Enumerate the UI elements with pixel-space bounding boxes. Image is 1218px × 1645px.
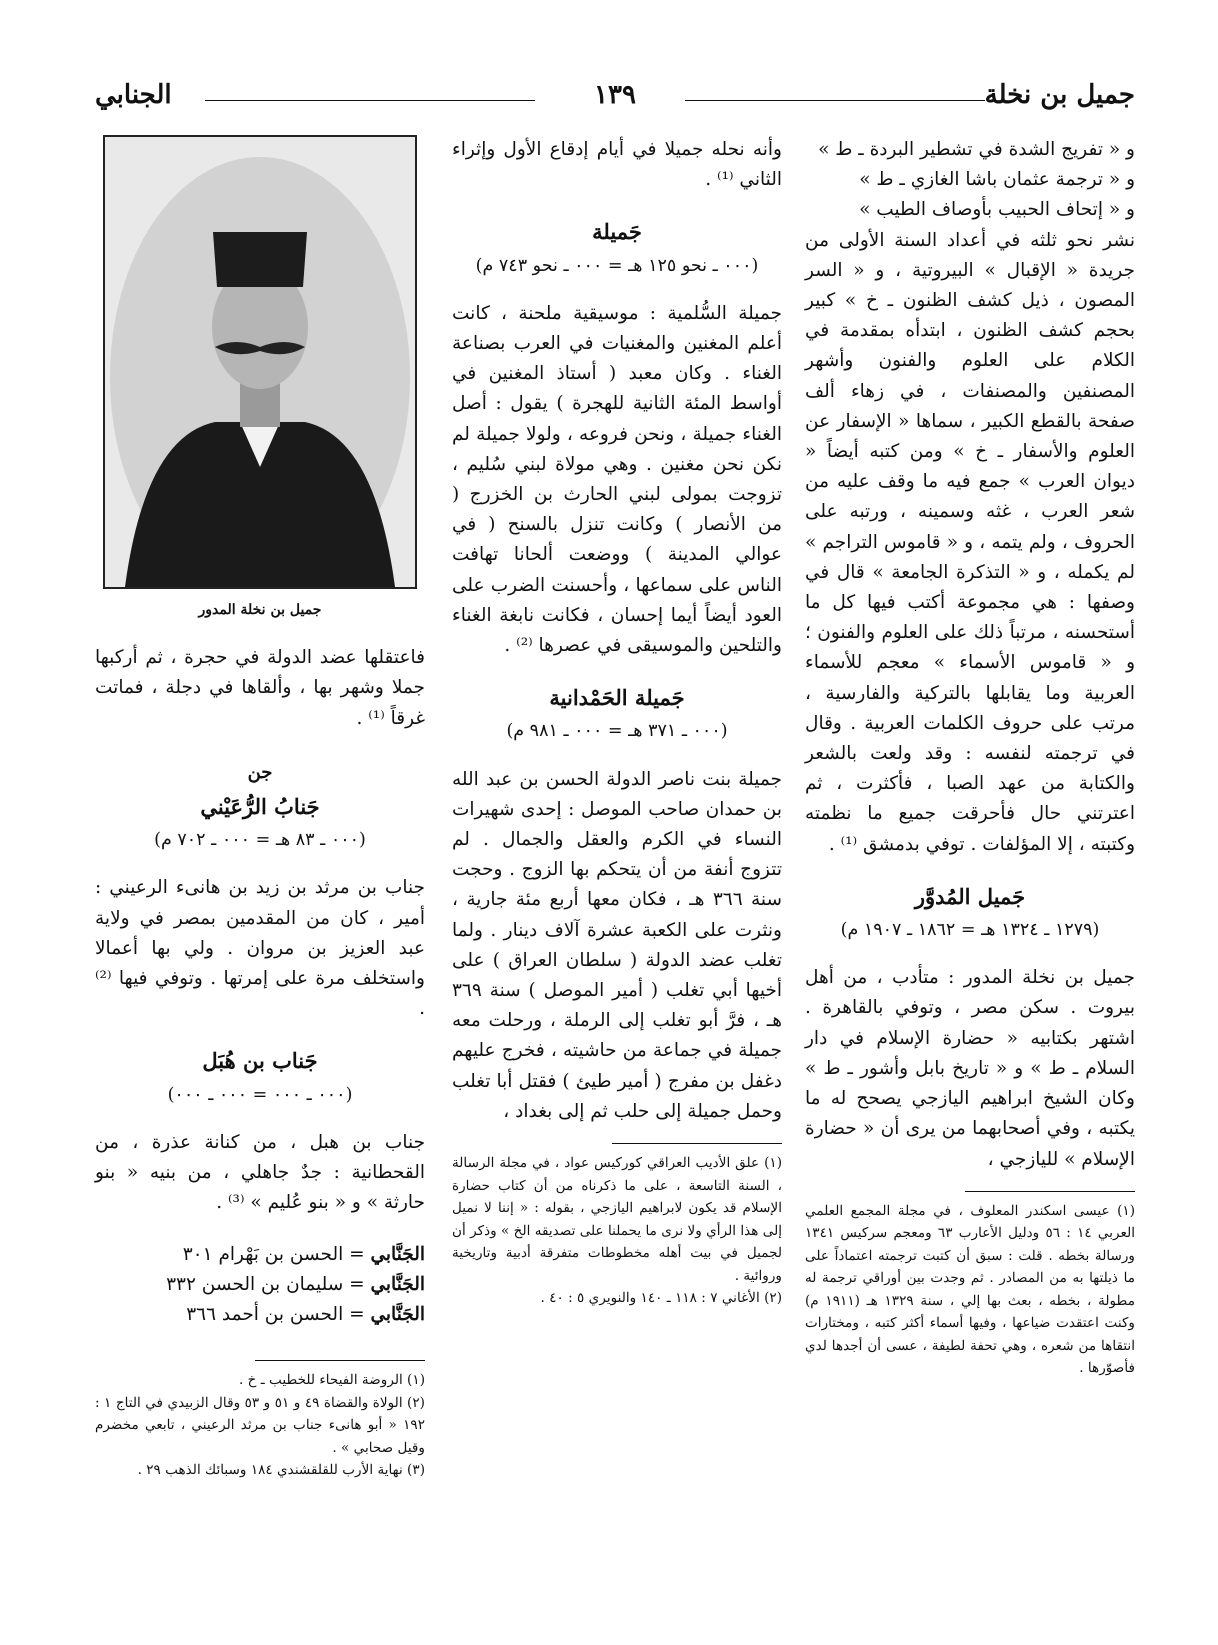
book-line: و « ترجمة عثمان باشا الغازي ـ ط » [859, 169, 1135, 191]
xref-head: الجَنَّابي [370, 1244, 425, 1266]
portrait-photo [103, 135, 417, 589]
footnote: (١) علق الأديب العراقي كوركيس عواد ، في مجلة الرسالة ، السنة التاسعة ، على ما ذكرناه من أن كتاب حضارة الإسلام قد يكون لابراهيم اليازجي ، بقوله : « إننا لا نميل إلى هذا الرأي ولا نرى ما يحملنا على تصديقه الخ » وذكر أن لجميل في بيت أهله مخطوطات متفرقة أدبية وتاريخية وروائية . [452, 1155, 782, 1284]
xref-head: الجَنَّابي [370, 1304, 425, 1326]
footnotes [805, 1200, 1135, 1380]
cross-references [95, 1240, 425, 1330]
entry-body: جناب بن مرثد بن زيد بن هانىء الرعيني : أمير ، كان من المقدمين بمصر في ولاية عبد العزيز بن مروان . ولي بها أعمالا واستخلف مرة على إمرتها . وتوفي فيها ⁽²⁾ . [95, 877, 425, 1020]
footnote-rule [965, 1191, 1135, 1192]
cross-reference [95, 1270, 425, 1300]
entry-title: جَميلة الحَمْدانية [549, 685, 685, 711]
xref-target: = الحسن بن بَهْرام ٣٠١ [182, 1244, 371, 1266]
entry-body: جميلة السُّلمية : موسيقية ملحنة ، كانت أعلم المغنين والمغنيات في العرب بصناعة الغناء . وكان معبد ( أستاذ المغنين في أواسط المئة الثانية للهجرة ) يقول : أصل الغناء جميلة ، ونحن فروعه ، ولولا جميلة لم نكن نحن مغنين . وهي مولاة لبني سُليم ، تزوجت بمولى لبني الحارث بن الخزرج ( من الأنصار ) وكانت تنزل بالسنح ( في عوالي المدينة ) ووضعت ألحانا تهافت الناس على سماعها ، وأحسنت الضرب على العود أيضاً أيما إحسان ، فكانت نابغة الغناء والتلحين والموسيقى في عصرها ⁽²⁾ . [452, 302, 782, 657]
column-right [805, 135, 1135, 1380]
xref-target: = سليمان بن الحسن ٣٣٢ [166, 1274, 371, 1296]
footnotes [95, 1369, 425, 1482]
entry-body: جميلة بنت ناصر الدولة الحسن بن عبد الله بن حمدان صاحب الموصل : إحدى شهيرات النساء في الكرم والعقل والجمال . لم تتزوج أنفة من أن يتحكم بها الزوج . وحجت سنة ٣٦٦ هـ ، فكان معها أربع مئة جارية ، ونثرت على الكعبة عشرة آلاف دينار . ولما تغلب عضد الدولة ( سلطان العراق ) على أخيها أبي تغلب ( أمير الموصل ) سنة ٣٦٩ هـ ، فرَّ أبو تغلب إلى الرملة ، ورحلت معه جميلة في جماعة من حاشيته ، فخرج عليهم دغفل بن مفرج ( أمير طيئ ) فقتل أبا تغلب وحمل جميلة إلى حلب ثم إلى بغداد ، [452, 768, 783, 1122]
footnote-rule [612, 1143, 782, 1144]
entry-dates: (٠٠٠ ـ نحو ١٢٥ هـ = ٠٠٠ ـ نحو ٧٤٣ م) [475, 255, 759, 276]
entry-continuation: نشر نحو ثلثه في أعداد السنة الأولى من جريدة « الإقبال » البيروتية ، و « السر المصون ، ذيل كشف الظنون ـ خ » كبير بحجم كشف الظنون ، ابتدأه بمقدمة في الكلام على العلوم والفنون وأشهر المصنفين والمصنفات ، في زهاء ألف صفحة بالقطع الكبير ، سماها « الإسفار عن العلوم والأسفار ـ خ » ومن كتبه أيضاً « ديوان العرب » جمع فيه ما وقف عليه من شعر العرب ، غثه وسمينه ، ورتبه على الحروف ، ولم يتمه ، و « قاموس التراجم » لم يكمله ، و « التذكرة الجامعة » قال في وصفها : هي مجموعة أكتب فيها كل ما أستحسنه ، مرتباً ذلك على العلوم والفنون ؛ و « قاموس الأسماء » معجم للأسماء العربية وما يقابلها بالتركية والفارسية ، مرتب على حروف الكلمات العربية . وقال في ترجمته لنفسه : وقد ولعت بالشعر والكتابة من عهد الصبا ، فأكثرت ، ثم اعترتني حال فأحرقت جميع ما نظمته وكتبته ، إلا المؤلفات . توفي بدمشق ⁽¹⁾ . [805, 229, 1135, 855]
entry-body: جميل بن نخلة المدور : متأدب ، من أهل بيروت . سكن مصر ، وتوفي بالقاهرة . اشتهر بكتابيه « حضارة الإسلام في دار السلام ـ ط » و « تاريخ بابل وأشور ـ ط » وكان الشيخ ابراهيم اليازجي يصحح له ما يكتبه ، وفي أصحابهما من يرى أن « حضارة الإسلام » لليازجي ، [805, 967, 1135, 1170]
entry-dates: (٠٠٠ ـ ٨٣ هـ = ٠٠٠ ـ ٧٠٢ م) [154, 830, 366, 851]
footnote: (٢) الأغاني ٧ : ١١٨ ـ ١٤٠ والنويري ٥ : ٤٠ . [540, 1290, 782, 1307]
book-line: و « إتحاف الحبيب بأوصاف الطيب » [859, 199, 1135, 221]
footnote: (٢) الولاة والقضاة ٤٩ و ٥١ و ٥٣ وقال الزبيدي في التاج ١ : ١٩٢ « أبو هانىء جناب بن مرثد الرعيني ، تابعي مخضرم وقيل صحابي » . [95, 1394, 425, 1456]
header-first-entry: جميل بن نخلة [984, 80, 1135, 110]
header-rule-left [205, 100, 535, 101]
footnote: (١) الروضة الفيحاء للخطيب ـ خ . [239, 1372, 425, 1389]
entry-title: جَميلة [592, 219, 642, 245]
book-line: و « تفريج الشدة في تشطير البردة ـ ط » [818, 139, 1135, 160]
footnote: (٣) نهاية الأرب للقلقشندي ١٨٤ وسبائك الذهب ٢٩ . [137, 1462, 425, 1479]
header-rule-right [685, 100, 985, 101]
cross-reference [95, 1300, 425, 1330]
entry-title: جَميل المُدوَّر [914, 883, 1026, 909]
xref-target: = الحسن بن أحمد ٣٦٦ [186, 1304, 371, 1326]
entry-title: جَنابُ الرُّعَيْني [200, 794, 320, 820]
entry-dates: (١٢٧٩ ـ ١٣٢٤ هـ = ١٨٦٢ ـ ١٩٠٧ م) [840, 920, 1100, 941]
page-number: ١٣٩ [594, 80, 636, 110]
section-letters: جن [247, 761, 273, 783]
entry-dates: (٠٠٠ ـ ٠٠٠ = ٠٠٠ ـ ٠٠٠) [167, 1084, 353, 1105]
entry-continuation: فاعتقلها عضد الدولة في حجرة ، ثم أركبها جملا وشهر بها ، وألقاها في دجلة ، فماتت غرقاً ⁽¹⁾ . [95, 647, 425, 729]
entry-continuation: وأنه نحله جميلا في أيام إدقاع الأول وإثراء الثاني ⁽¹⁾ . [452, 139, 782, 191]
entry-dates: (٠٠٠ ـ ٣٧١ هـ = ٠٠٠ ـ ٩٨١ م) [506, 721, 728, 742]
page-header [95, 80, 1135, 120]
footnotes [452, 1152, 782, 1310]
entry-body: جناب بن هبل ، من كنانة عذرة ، من القحطانية : جدٌ جاهلي ، من بنيه « بنو حارثة » و « بنو عُليم » ⁽³⁾ . [95, 1131, 425, 1214]
entry-title: جَناب بن هُبَل [202, 1048, 318, 1074]
column-middle [452, 135, 782, 1310]
header-last-entry: الجنابي [95, 80, 172, 110]
footnote-rule [255, 1360, 425, 1361]
xref-head: الجَنَّابي [370, 1274, 425, 1296]
portrait-illustration [105, 137, 415, 587]
cross-reference [95, 1240, 425, 1270]
footnote: (١) عيسى اسكندر المعلوف ، في مجلة المجمع العلمي العربي ١٤ : ٥٦ ودليل الأعارب ٦٣ ومعجم سركيس ١٣٤١ ورسالة بخطه . قلت : سبق أن كتبت ترجمته اعتماداً على ما ذيلتها به من المصادر . ثم وجدت بين أوراقي ترجمة له مطولة ، بخطه ، بعث بها إلي ، سنة ١٣٢٩ هـ (١٩١١ م) وكنت اعتقدت ضياعها ، وفيها أسماء أكثر كتبه ، ومختارات انتقاها من شعره ، وهي تحفة لطيفة ، عسى أن أجدها لدي فأصوّرها . [805, 1202, 1135, 1377]
column-left [95, 135, 425, 1482]
photo-caption: جميل بن نخلة المدور [198, 602, 322, 618]
